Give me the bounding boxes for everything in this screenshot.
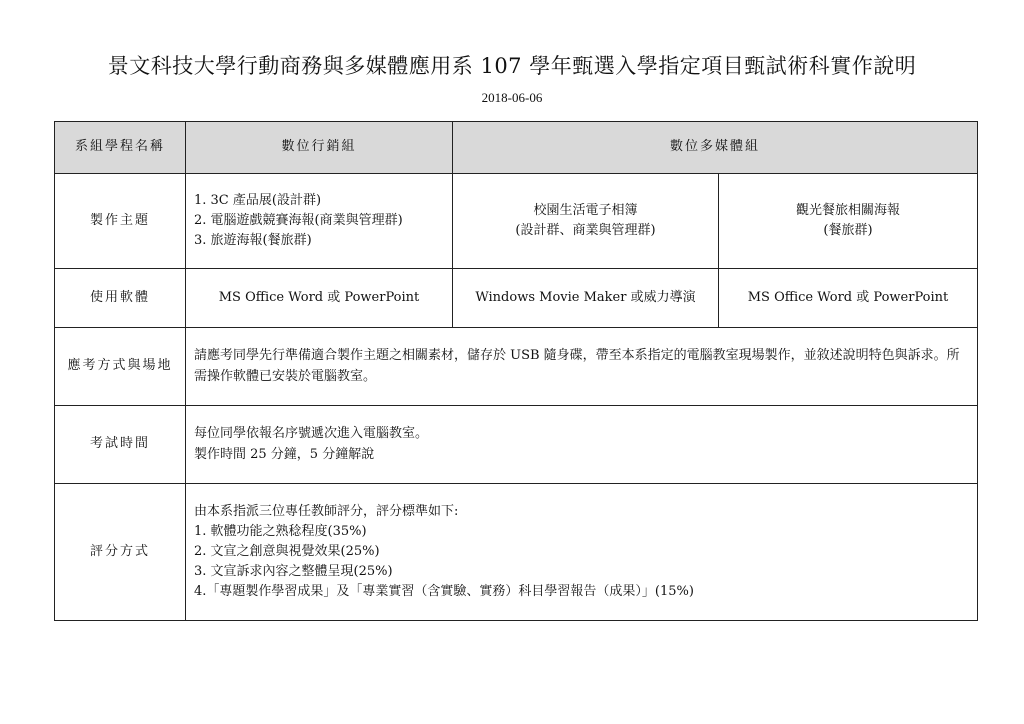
header-digital-marketing: 數位行銷組	[186, 122, 453, 174]
exam-info-table	[54, 121, 978, 621]
album-topic-title: 校園生活電子相簿	[533, 202, 638, 218]
grading-item: 4.「專題製作學習成果」及「專業實習（含實驗、實務）科目學習報告（成果）」(15%)	[194, 584, 694, 600]
grading-row	[55, 484, 978, 621]
marketing-topic-list	[186, 174, 453, 269]
header-program-name: 系組學程名稱	[55, 122, 186, 174]
method-label: 應考方式與場地	[55, 328, 186, 406]
document-date: 2018-06-06	[481, 90, 543, 105]
marketing-topic-item: 3. 旅遊海報(餐旅群)	[194, 233, 312, 249]
grading-intro: 由本系指派三位專任教師評分，評分標準如下:	[194, 503, 459, 519]
marketing-software: MS Office Word 或 PowerPoint	[186, 269, 453, 328]
marketing-topic-item: 2. 電腦遊戲競賽海報(商業與管理群)	[194, 212, 403, 228]
time-line: 製作時間 25 分鐘，5 分鐘解說	[194, 446, 375, 462]
poster-software: MS Office Word 或 PowerPoint	[719, 269, 978, 328]
grading-item: 3. 文宣訴求內容之整體呈現(25%)	[194, 564, 393, 580]
time-text	[186, 406, 978, 484]
grading-item: 1. 軟體功能之熟稔程度(35%)	[194, 523, 367, 539]
grading-label: 評分方式	[55, 484, 186, 621]
header-row	[55, 122, 978, 174]
multimedia-topic-album	[453, 174, 719, 269]
method-text: 請應考同學先行準備適合製作主題之相關素材，儲存於 USB 隨身碟，帶至本系指定的電腦教室現場製作，並敘述說明特色與訴求。所需操作軟體已安裝於電腦教室。	[186, 328, 978, 406]
method-row	[55, 328, 978, 406]
time-line: 每位同學依報名序號遞次進入電腦教室。	[194, 426, 429, 442]
grading-item: 2. 文宣之創意與視覺效果(25%)	[194, 543, 380, 559]
album-topic-groups: (設計群、商業與管理群)	[515, 223, 656, 238]
software-label: 使用軟體	[55, 269, 186, 328]
grading-text	[186, 484, 978, 621]
time-label: 考試時間	[55, 406, 186, 484]
multimedia-topic-poster	[719, 174, 978, 269]
software-row	[55, 269, 978, 328]
poster-topic-title: 觀光餐旅相關海報	[796, 202, 901, 218]
time-row	[55, 406, 978, 484]
topic-label: 製作主題	[55, 174, 186, 269]
header-digital-multimedia: 數位多媒體組	[453, 122, 978, 174]
document-title: 景文科技大學行動商務與多媒體應用系 107 學年甄選入學指定項目甄試術科實作說明	[107, 54, 917, 78]
topic-row	[55, 174, 978, 269]
album-software: Windows Movie Maker 或威力導演	[453, 269, 719, 328]
poster-topic-groups: (餐旅群)	[823, 223, 873, 238]
marketing-topic-item: 1. 3C 產品展(設計群)	[194, 192, 322, 208]
